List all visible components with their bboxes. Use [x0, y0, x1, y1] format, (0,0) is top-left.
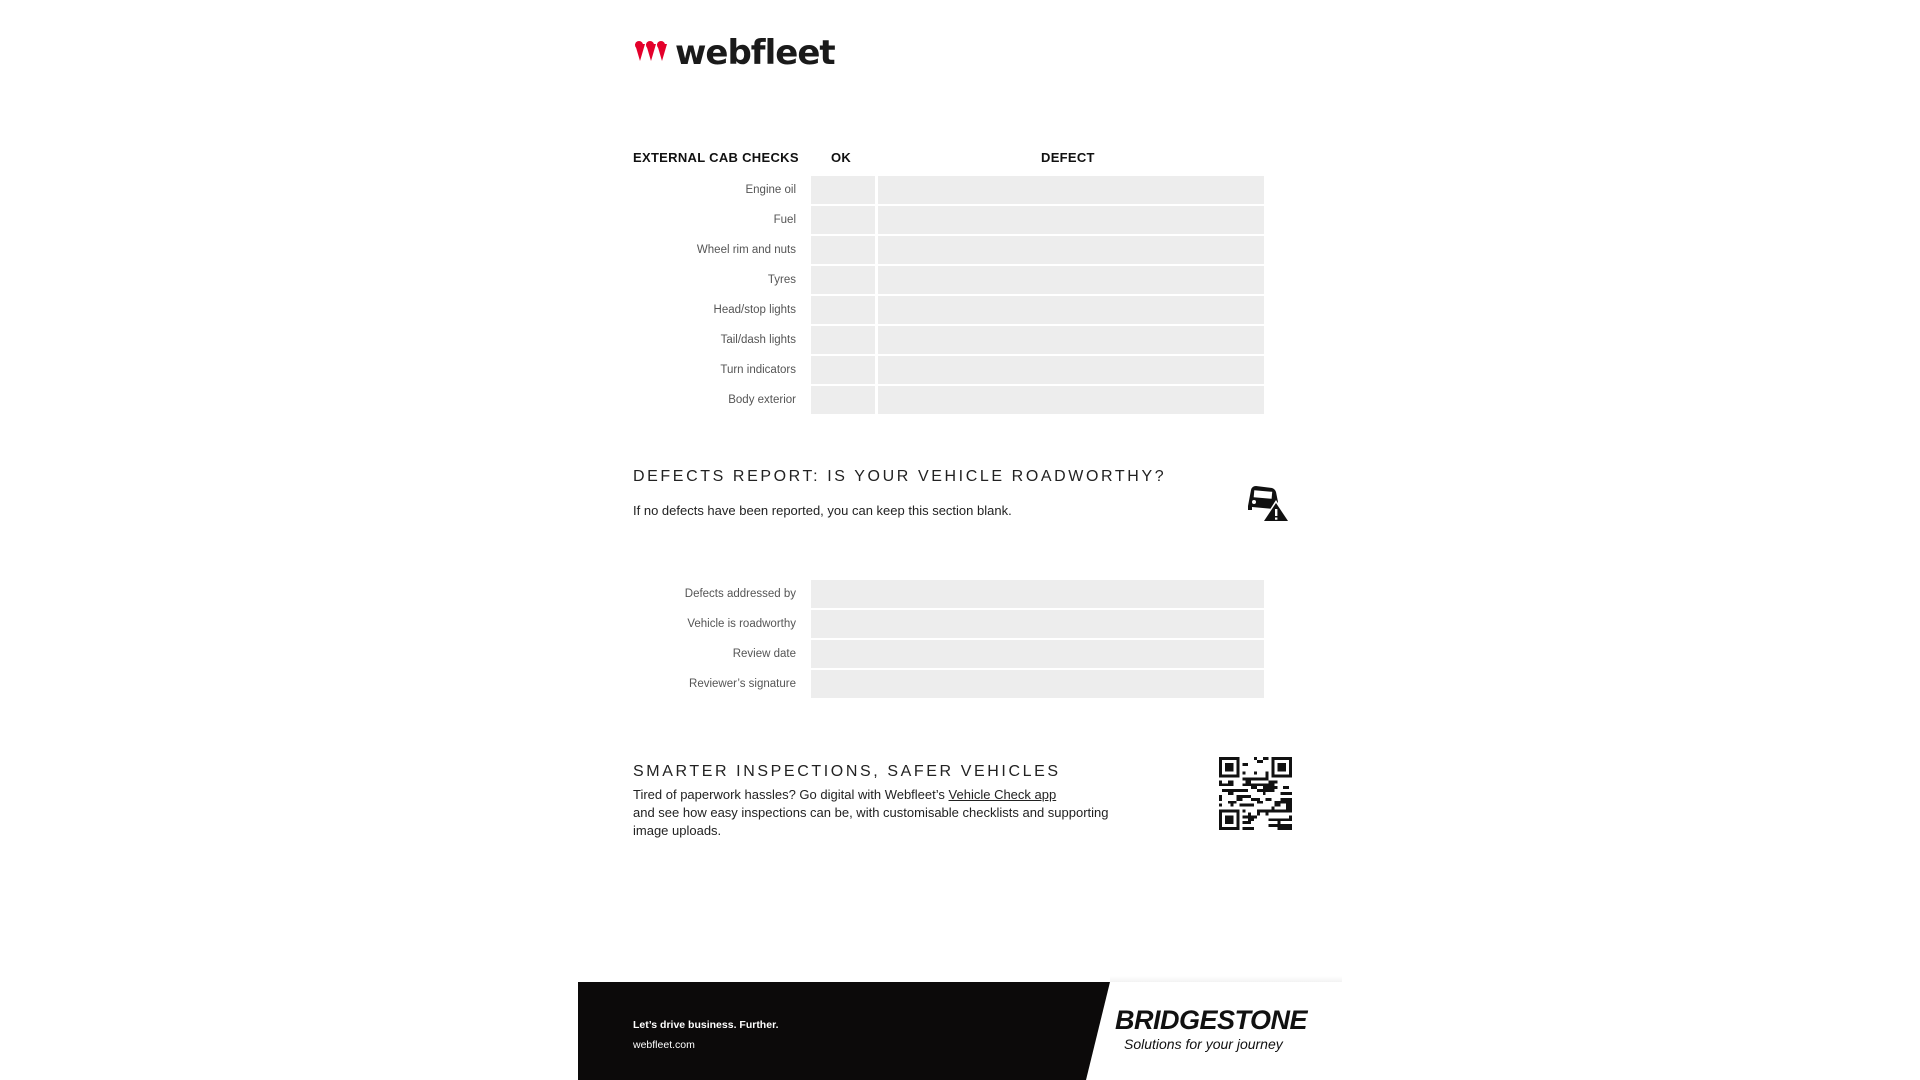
webfleet-logo [633, 33, 835, 73]
ok-cell[interactable] [811, 356, 875, 384]
ok-cell[interactable] [811, 206, 875, 234]
review-field-label: Review date [732, 648, 796, 660]
bridgestone-slogan: Solutions for your journey [1124, 1036, 1283, 1052]
promo-text [633, 786, 1123, 840]
ok-cell[interactable] [811, 326, 875, 354]
check-item-label: Head/stop lights [713, 304, 796, 316]
ok-column-header: OK [831, 150, 852, 165]
ok-cell[interactable] [811, 386, 875, 414]
defect-cell[interactable] [878, 386, 1264, 414]
vehicle-check-app-link[interactable]: Vehicle Check app [948, 787, 1057, 802]
review-field-input[interactable] [811, 640, 1264, 668]
ok-cell[interactable] [811, 266, 875, 294]
review-field-input[interactable] [811, 580, 1264, 608]
check-item-label: Body exterior [728, 394, 796, 406]
review-field-row [578, 610, 1342, 638]
ok-cell[interactable] [811, 236, 875, 264]
promo-text-intro: Tired of paperwork hassles? Go digital with Webfleet’s [633, 787, 949, 802]
checklist-page [578, 0, 1342, 1080]
checks-title: EXTERNAL CAB CHECKS [633, 150, 799, 165]
check-row [578, 356, 1342, 384]
review-field-input[interactable] [811, 610, 1264, 638]
bridgestone-logo: BRIDGESTONE [1115, 1005, 1308, 1035]
defect-cell[interactable] [878, 296, 1264, 324]
check-item-label: Turn indicators [720, 364, 796, 376]
defect-cell[interactable] [878, 356, 1264, 384]
footer-url[interactable]: webfleet.com [633, 1039, 695, 1051]
defect-cell[interactable] [878, 176, 1264, 204]
check-item-label: Fuel [773, 214, 796, 226]
check-row [578, 296, 1342, 324]
check-row [578, 206, 1342, 234]
defects-report-title: DEFECTS REPORT: IS YOUR VEHICLE ROADWORTHY? [633, 468, 1167, 485]
promo-text-body: and see how easy inspections can be, with customisable checklists and supporting image uploads. [633, 805, 1109, 838]
defect-cell[interactable] [878, 236, 1264, 264]
check-row [578, 176, 1342, 204]
defect-cell[interactable] [878, 206, 1264, 234]
check-row [578, 326, 1342, 354]
qr-code-icon[interactable] [1219, 757, 1292, 830]
defects-report-note: If no defects have been reported, you can keep this section blank. [633, 503, 1012, 518]
footer-tagline: Let’s drive business. Further. [633, 1019, 779, 1031]
review-field-row [578, 640, 1342, 668]
check-item-label: Wheel rim and nuts [696, 244, 796, 256]
defect-column-header: DEFECT [1041, 150, 1095, 165]
check-row [578, 386, 1342, 414]
review-field-input[interactable] [811, 670, 1264, 698]
car-warning-icon [1244, 478, 1292, 524]
check-item-label: Tyres [767, 274, 796, 286]
check-item-label: Engine oil [745, 184, 796, 196]
ok-cell[interactable] [811, 176, 875, 204]
logo-text: webfleet [675, 33, 835, 73]
review-field-label: Defects addressed by [684, 588, 796, 600]
defect-cell[interactable] [878, 326, 1264, 354]
review-field-row [578, 580, 1342, 608]
review-field-label: Vehicle is roadworthy [687, 618, 796, 630]
check-item-label: Tail/dash lights [720, 334, 796, 346]
review-field-row [578, 670, 1342, 698]
promo-title: SMARTER INSPECTIONS, SAFER VEHICLES [633, 763, 1061, 780]
defect-cell[interactable] [878, 266, 1264, 294]
check-row [578, 236, 1342, 264]
review-field-label: Reviewer’s signature [689, 678, 796, 690]
ok-cell[interactable] [811, 296, 875, 324]
check-row [578, 266, 1342, 294]
webfleet-mark-icon [633, 39, 669, 67]
